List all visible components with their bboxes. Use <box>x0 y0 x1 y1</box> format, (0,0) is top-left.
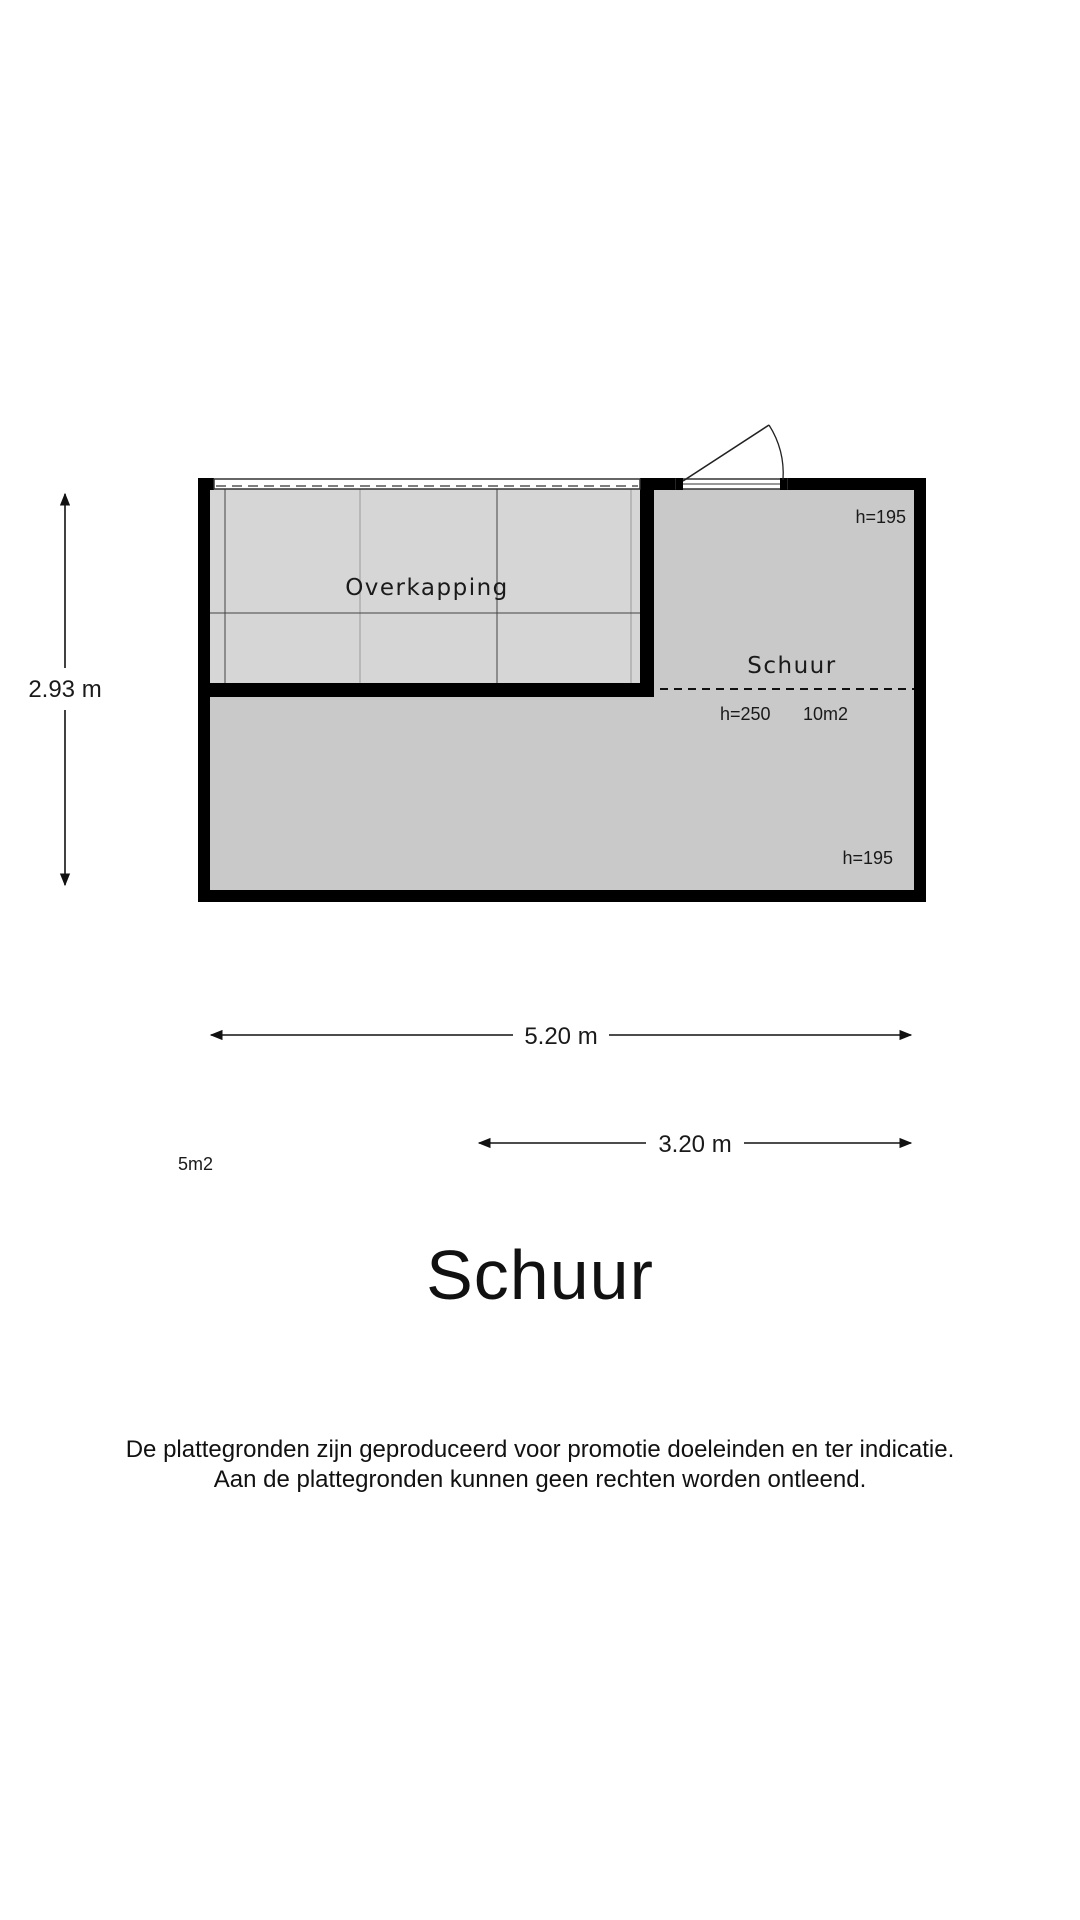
wall-top-left-stub <box>198 478 214 490</box>
height-label-top-right: h=195 <box>855 507 906 527</box>
room-label-schuur: Schuur <box>747 653 837 679</box>
wall-inner-vertical <box>640 478 654 695</box>
dimension-width-total-label: 5.20 m <box>524 1023 598 1050</box>
wall-bottom <box>198 890 926 902</box>
door <box>676 425 787 490</box>
page-title: Schuur <box>426 1236 654 1314</box>
wall-top-right <box>787 478 926 490</box>
room-label-overkapping: Overkapping <box>345 575 509 601</box>
overkapping-open-edge <box>214 479 640 489</box>
dimension-height <box>28 494 101 885</box>
height-label-divider: h=250 <box>720 704 771 724</box>
dimension-width-partial-label: 3.20 m <box>658 1131 732 1158</box>
dimension-width-partial <box>479 1131 911 1158</box>
wall-right <box>914 478 926 902</box>
area-label-schuur: 10m2 <box>803 704 849 724</box>
dimension-width-total <box>211 1023 911 1050</box>
disclaimer-line-1: De plattegronden zijn geproduceerd voor promotie doeleinden en ter indicatie. <box>125 1436 955 1463</box>
height-label-bottom-right: h=195 <box>842 848 893 868</box>
wall-inner-horizontal <box>198 683 654 697</box>
door-swing-arc <box>769 425 783 480</box>
disclaimer <box>0 1435 1080 1495</box>
area-label-other: 5m2 <box>178 1154 214 1174</box>
dimension-height-label: 2.93 m <box>28 676 102 703</box>
door-leaf <box>683 425 769 481</box>
disclaimer-line-2: Aan de plattegronden kunnen geen rechten worden ontleend. <box>213 1466 867 1493</box>
